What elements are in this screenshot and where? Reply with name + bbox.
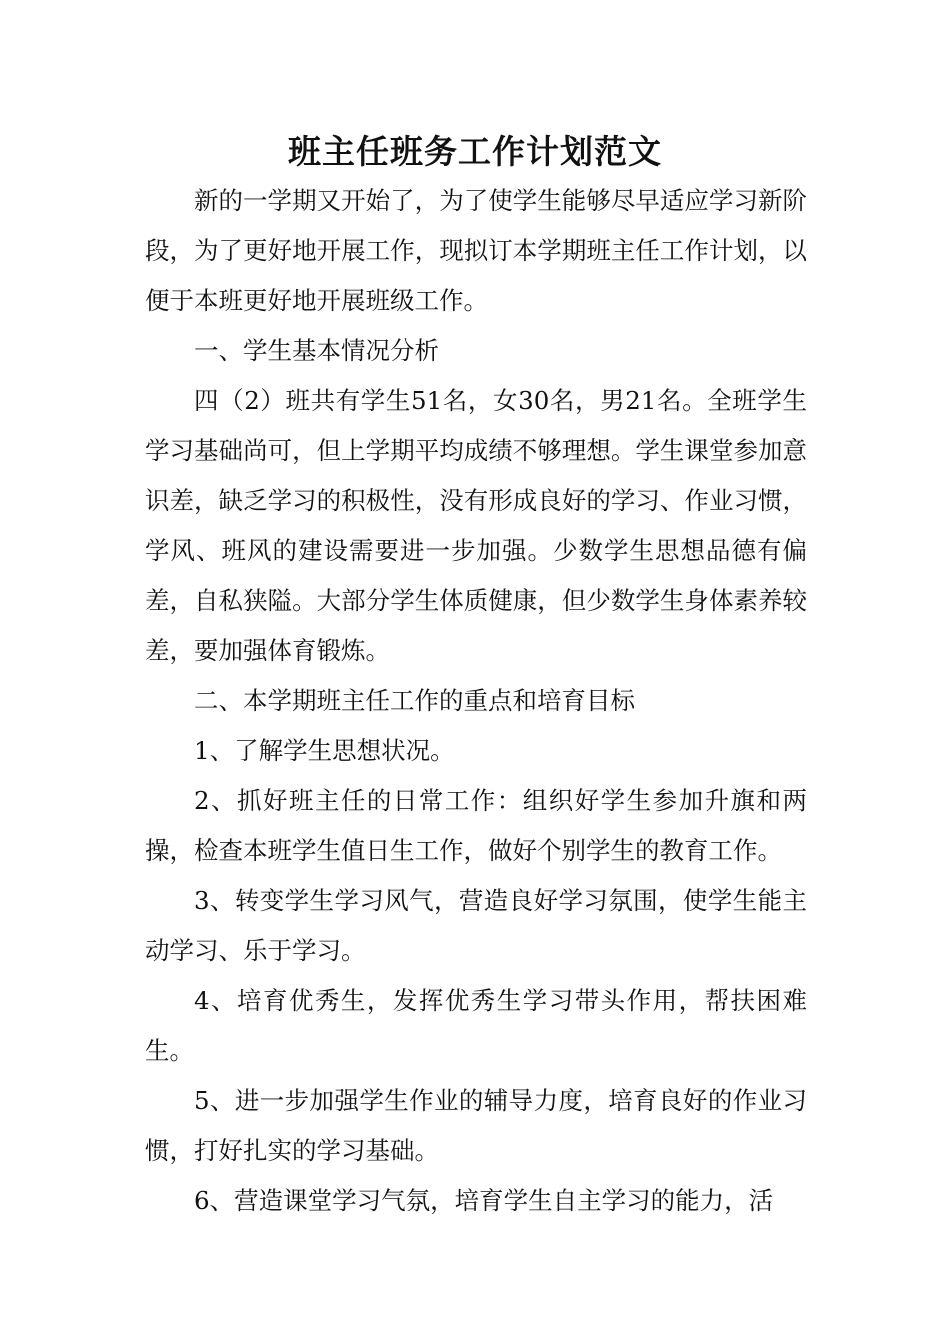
document-title: 班主任班务工作计划范文	[288, 132, 662, 171]
goal-item-2: 2、抓好班主任的日常工作：组织好学生参加升旗和两操，检查本班学生值日生工作，做好个别学生的教育工作。	[145, 786, 807, 865]
goal-item-3: 3、转变学生学习风气，营造良好学习氛围，使学生能主动学习、乐于学习。	[145, 886, 807, 965]
goal-item-1: 1、了解学生思想状况。	[194, 736, 455, 765]
student-analysis-paragraph: 四（2）班共有学生51名，女30名，男21名。全班学生学习基础尚可，但上学期平均成绩不够理想。学生课堂参加意识差，缺乏学习的积极性，没有形成良好的学习、作业习惯，学风、班风的建设需要进一步加强。少数学生思想品德有偏差，自私狭隘。大部分学生体质健康，但少数学生身体素养较差，要加强体育锻炼。	[145, 386, 807, 665]
section-heading-2: 二、本学期班主任工作的重点和培育目标	[194, 686, 635, 715]
goal-item-5: 5、进一步加强学生作业的辅导力度，培育良好的作业习惯，打好扎实的学习基础。	[145, 1086, 807, 1165]
document-body	[145, 176, 807, 1226]
intro-paragraph: 新的一学期又开始了，为了使学生能够尽早适应学习新阶段，为了更好地开展工作，现拟订本学期班主任工作计划，以便于本班更好地开展班级工作。	[145, 186, 807, 315]
goal-item-4: 4、培育优秀生，发挥优秀生学习带头作用，帮扶困难生。	[145, 986, 807, 1065]
section-heading-1: 一、学生基本情况分析	[194, 336, 439, 365]
goal-item-6: 6、营造课堂学习气氛，培育学生自主学习的能力，活	[194, 1186, 774, 1215]
